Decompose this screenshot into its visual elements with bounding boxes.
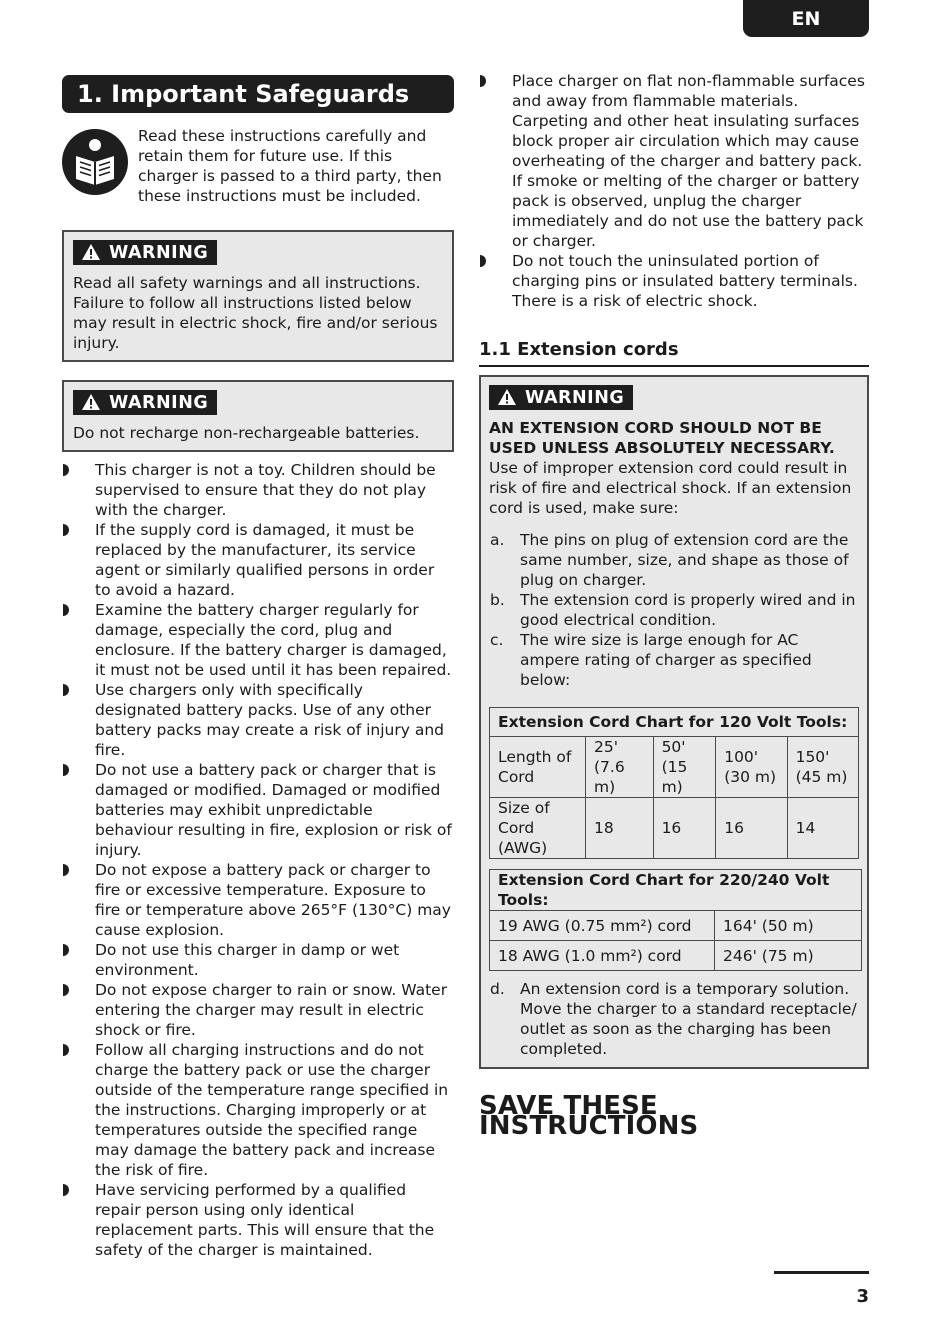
- bullet-icon: [63, 764, 69, 776]
- table-cell: 25' (7.6 m): [586, 737, 654, 798]
- list-item: Do not use a battery pack or charger that is damaged or modified. Damaged or modified batteries may exhibit unpredictable behaviour resulting in fire, explosion or risk of injury.: [62, 760, 454, 860]
- extension-cords-heading: 1.1 Extension cords: [479, 339, 869, 367]
- list-item: Have servicing performed by a qualified repair person using only identical replacement parts. This will ensure that the safety of the charger is maintained.: [62, 1180, 454, 1260]
- warning-text: Read all safety warnings and all instructions. Failure to follow all instructions listed below may result in electric shock, fire and/or serious injury.: [73, 274, 438, 352]
- list-item: Do not expose charger to rain or snow. Water entering the charger may result in electric shock or fire.: [62, 980, 454, 1040]
- extension-conditions-list: [489, 530, 859, 690]
- page-number: 3: [856, 1286, 869, 1307]
- extension-warning-box: [479, 375, 869, 1069]
- list-item: b. The extension cord is properly wired and in good electrical condition.: [490, 591, 856, 629]
- list-item: Do not use this charger in damp or wet environment.: [62, 940, 454, 980]
- table-cell: 16: [716, 798, 787, 859]
- chart-120v-table: [489, 707, 859, 859]
- table-cell: Length of Cord: [490, 737, 586, 798]
- table-cell: 164' (50 m): [715, 911, 862, 941]
- bullet-icon: [63, 1044, 69, 1056]
- list-item: Follow all charging instructions and do not charge the battery pack or use the charger outside of the temperature range specified in the instructions. Charging improperly or at temperatures outside the specified range may damage the battery pack and increase the risk of fire.: [62, 1040, 454, 1180]
- right-column: [479, 71, 869, 1141]
- language-tab: EN: [743, 0, 869, 37]
- read-manual-icon: [62, 129, 128, 195]
- list-item: a. The pins on plug of extension cord are the same number, size, and shape as those of plug on charger.: [490, 531, 849, 589]
- list-item: Examine the battery charger regularly for damage, especially the cord, plug and enclosure. If the battery charger is damaged, it must not be used until it has been repaired.: [62, 600, 454, 680]
- list-item: d. An extension cord is a temporary solution. Move the charger to a standard receptacle/ outlet as soon as the charging has been completed.: [490, 980, 857, 1058]
- section-title: 1. Important Safeguards: [62, 75, 454, 113]
- bullet-icon: [63, 1184, 69, 1196]
- warning-box-2: [62, 380, 454, 452]
- safety-bullet-list: [62, 460, 454, 1260]
- warning-triangle-icon: [497, 388, 517, 414]
- table-row: [490, 911, 862, 941]
- table-cell: 18: [586, 798, 654, 859]
- intro-text: Read these instructions carefully and retain them for future use. If this charger is passed to a third party, then these instructions must be included.: [138, 127, 442, 205]
- chart-220v-table: [489, 869, 862, 971]
- save-instructions-heading: SAVE THESE INSTRUCTIONS: [479, 1091, 699, 1141]
- bullet-icon: [63, 524, 69, 536]
- extension-lead-text: AN EXTENSION CORD SHOULD NOT BE USED UNLESS ABSOLUTELY NECESSARY. Use of improper extension cord could result in risk of fire and electrical shock. If an extension cord is used, make sure:: [489, 419, 852, 517]
- bullet-icon: [63, 464, 69, 476]
- bullet-icon: [63, 944, 69, 956]
- table-row: [490, 941, 862, 971]
- table-cell: 19 AWG (0.75 mm²) cord: [490, 911, 715, 941]
- extension-note-list: [489, 979, 859, 1059]
- warning-label: WARNING: [73, 240, 217, 265]
- list-item: Use chargers only with specifically designated battery packs. Use of any other battery packs may create a risk of injury and fire.: [62, 680, 454, 760]
- table-row: [490, 737, 859, 798]
- list-item: c. The wire size is large enough for AC ampere rating of charger as specified below:: [490, 631, 812, 689]
- warning-label: WARNING: [73, 390, 217, 415]
- table-row: [490, 798, 859, 859]
- table-cell: 14: [787, 798, 858, 859]
- bullet-icon: [63, 604, 69, 616]
- table-title: Extension Cord Chart for 120 Volt Tools:: [490, 708, 859, 737]
- list-item: This charger is not a toy. Children should be supervised to ensure that they do not play with the charger.: [62, 460, 454, 520]
- footer-rule: [774, 1271, 869, 1274]
- table-cell: Size of Cord (AWG): [490, 798, 586, 859]
- warning-label: WARNING: [489, 385, 633, 410]
- table-cell: 246' (75 m): [715, 941, 862, 971]
- bullet-icon: [480, 255, 486, 267]
- list-item: Do not expose a battery pack or charger to fire or excessive temperature. Exposure to fire or temperature above 265°F (130°C) may cause explosion.: [62, 860, 454, 940]
- table-cell: 16: [653, 798, 716, 859]
- list-item: Place charger on flat non-flammable surfaces and away from flammable materials. Carpeting and other heat insulating surfaces block proper air circulation which may cause overheating of the charger and battery pack. If smoke or melting of the charger or battery pack is observed, unplug the charger immediately and do not use the battery pack or charger.: [479, 71, 869, 251]
- left-column: [62, 75, 454, 1260]
- table-cell: 100' (30 m): [716, 737, 787, 798]
- charger-bullet-list: [479, 71, 869, 311]
- list-item: If the supply cord is damaged, it must be replaced by the manufacturer, its service agent or similarly qualified persons in order to avoid a hazard.: [62, 520, 454, 600]
- list-item: Do not touch the uninsulated portion of charging pins or insulated battery terminals. There is a risk of electric shock.: [479, 251, 869, 311]
- table-cell: 18 AWG (1.0 mm²) cord: [490, 941, 715, 971]
- warning-text: Do not recharge non-rechargeable batteries.: [73, 424, 420, 442]
- table-title: Extension Cord Chart for 220/240 Volt Tools:: [490, 870, 862, 911]
- bullet-icon: [480, 75, 486, 87]
- table-cell: 150' (45 m): [787, 737, 858, 798]
- table-cell: 50' (15 m): [653, 737, 716, 798]
- bullet-icon: [63, 984, 69, 996]
- bullet-icon: [63, 684, 69, 696]
- warning-box-1: [62, 230, 454, 362]
- intro: [62, 120, 454, 222]
- warning-triangle-icon: [81, 393, 101, 419]
- bullet-icon: [63, 864, 69, 876]
- warning-triangle-icon: [81, 243, 101, 269]
